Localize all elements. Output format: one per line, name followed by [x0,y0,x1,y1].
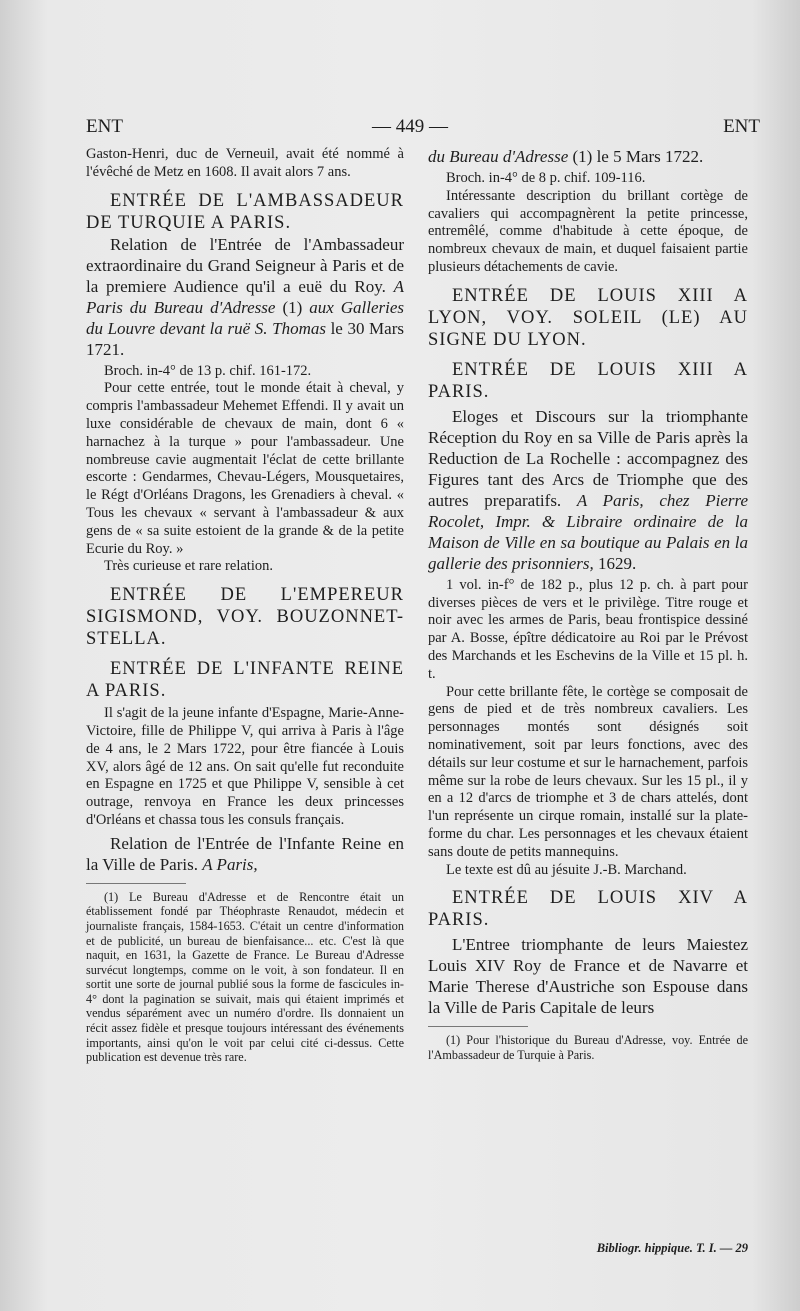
entry-heading-sigismond: ENTRÉE DE L'EMPEREUR SIGISMOND, VOY. BOUZONNET-STELLA. [86,585,404,650]
title-date: 1629. [598,553,637,573]
title-text: Eloges et Discours sur la triomphante Réception du Roy en sa Ville de Paris après la Reduction de La Rochelle : accompagnez des Figures tant des Arcs de Triomphe que des autres preparatifs. [428,406,748,510]
footnote-historique: (1) Pour l'historique du Bureau d'Adresse, voy. Entrée de l'Ambassadeur de Turquie à Paris. [428,1033,748,1062]
title-imprint: A Paris, [202,854,258,874]
collation-infante: Broch. in-4° de 8 p. chif. 109-116. [446,170,646,186]
entry-heading-louis-xiv-paris: ENTRÉE DE LOUIS XIV A PARIS. [428,888,748,931]
collation-louis-xiii-paris: 1 vol. in-f° de 182 p., plus 12 p. ch. à part pour diverses pièces de vers et le privilège. Titre rouge et noir avec les armes de Paris, beau frontispice dessiné par A. Bosse, épître dédicatoire au Roi par le Prévost des Marchands et les Eschevins de la Ville et 15 pl. h. t. [428,576,748,682]
description-infante: Il s'agit de la jeune infante d'Espagne, Marie-Anne-Victoire, fille de Philippe V, qui arriva à Paris à l'âge de 4 ans, le 2 Mars 1722, pour être fiancée à Louis XV, alors âgé de 12 ans. On sait qu'elle fut reconduite en Espagne en 1725 et que Philippe V, sensible à cet outrage, renvoya en France les deux princesses d'Orléans et chassa tous les consuls français. [86,705,404,828]
entry-heading-louis-xiii-lyon: ENTRÉE DE LOUIS XIII A LYON, VOY. SOLEIL (LE) AU SIGNE DU LYON. [428,285,748,350]
title-imprint: A Paris, chez Pierre Rocolet, Impr. & Libraire ordinaire de la Maison de Ville en sa boutique au Palais en la gallerie des prisonniers, [428,490,749,573]
continued-paragraph: Gaston-Henri, duc de Verneuil, avait été nommé à l'évêché de Metz en 1608. Il avait alors 7 ans. [86,146,404,180]
left-column [86,146,404,1065]
title-text: Relation de l'Entrée de l'Ambassadeur extraordinaire du Grand Seigneur à Paris et de la premiere Audience qu'il a euë du Roy. [86,234,404,296]
title-date: (1) le 5 Mars 1722. [572,147,704,166]
entry-heading-infante: ENTRÉE DE L'INFANTE REINE A PARIS. [86,659,404,702]
note-author: Le texte est dû au jésuite J.-B. Marchand. [446,861,687,878]
page-number: — 449 — [372,116,448,137]
description-ambassadeur-turquie: Pour cette entrée, tout le monde était à cheval, y compris l'ambassadeur Mehemet Effendi. Il y avait un luxe considérable de chevaux de main, dont 6 « harnachez à la turque » pour l'ambassadeur. Une nombreuse cavie augmentait l'éclat de cette brillante escorte : Gendarmes, Chevau-Légers, Mousquetaires, le Régt d'Orléans Dragons, les Grenadiers à cheval. « Tous les chevaux « servant à l'ambassadeur & aux gens de « sa suite estoient de la grande & de la petite Ecurie du Roy. » [86,380,404,557]
collation-ambassadeur-turquie: Broch. in-4° de 13 p. chif. 161-172. [104,362,312,379]
title-date: le 30 Mars 1721. [86,318,404,359]
title-imprint: A Paris du Bureau d'Adresse [86,276,404,317]
description-infante-cortege: Intéressante description du brillant cortège de cavaliers qui accompagnèrent la petite princesse, entremêlé, comme d'habitude à cette époque, de nombreux chevaux de main, et duquel faisaient partie plusieurs détachements de cavie. [428,187,748,275]
description-louis-xiii-paris: Pour cette brillante fête, le cortège se composait de gens de pied et de très nombreux cavaliers. Les personnages montés sont désignés soit nominativement, soit par leurs fonctions, avec des détails sur leur costume et sur le harnachement, parfois même sur la robe de leurs chevaux. Sur les 15 pl., il y en a 12 d'arcs de triomphe et 3 de chars attelés, dont l'un représente un cirque romain, installé sur la plate-forme du char. Les personnages et les chevaux étaient sans doute de petits mannequins. [428,683,748,860]
entry-heading-ambassadeur-turquie: ENTRÉE DE L'AMBASSADEUR DE TURQUIE A PARIS. [86,190,404,233]
footnote-bureau-adresse: (1) Le Bureau d'Adresse et de Rencontre était un établissement fondé par Théophraste Renaudot, médecin et journaliste français, 1584-1653. C'était un centre d'information et de publicité, un bureau de bienfaisance... etc. C'est là que naquit, en 1631, la Gazette de France. Le Bureau d'Adresse survécut longtemps, comme on le voit, à son fondateur. Il en sortit une sorte de journal publié sous la forme de fascicules in-4° dont la pagination se suivait, mais qui étaient imprimés et vendus séparément avec un numéro d'ordre. Ils donnaient un récit assez fidèle et presque toujours intéressant des événements importants, ainsi qu'on le voit par celui cité ci-dessus. Cette publication est devenue très rare. [86,889,404,1065]
entry-title-louis-xiii-paris [428,406,748,574]
running-header [86,116,760,144]
right-column [428,146,748,1063]
signature-line: Bibliogr. hippique. T. I. — 29 [596,1241,748,1255]
footnote-ref: (1) [282,297,303,317]
footnote-rule [86,883,186,884]
title-text: Relation de l'Entrée de l'Infante Reine en la Ville de Paris. [86,833,404,874]
entry-title-louis-xiv-paris: L'Entree triomphante de leurs Maiestez Louis XIV Roy de France et de Navarre et Marie Therese d'Austriche son Espouse dans la Ville de Paris Capitale de leurs [428,935,748,1018]
entry-title-ambassadeur-turquie [86,234,404,360]
entry-title-infante [86,833,404,875]
header-left: ENT [86,116,123,137]
header-right: ENT [723,116,760,137]
title-imprint-address: aux Galleries du Louvre devant la ruë S. Thomas [86,297,405,338]
footnote-rule [428,1026,528,1027]
note-rare: Très curieuse et rare relation. [104,558,273,575]
title-imprint: du Bureau d'Adresse [428,147,569,166]
entry-title-infante-continued [428,146,748,167]
entry-heading-louis-xiii-paris: ENTRÉE DE LOUIS XIII A PARIS. [428,359,748,402]
